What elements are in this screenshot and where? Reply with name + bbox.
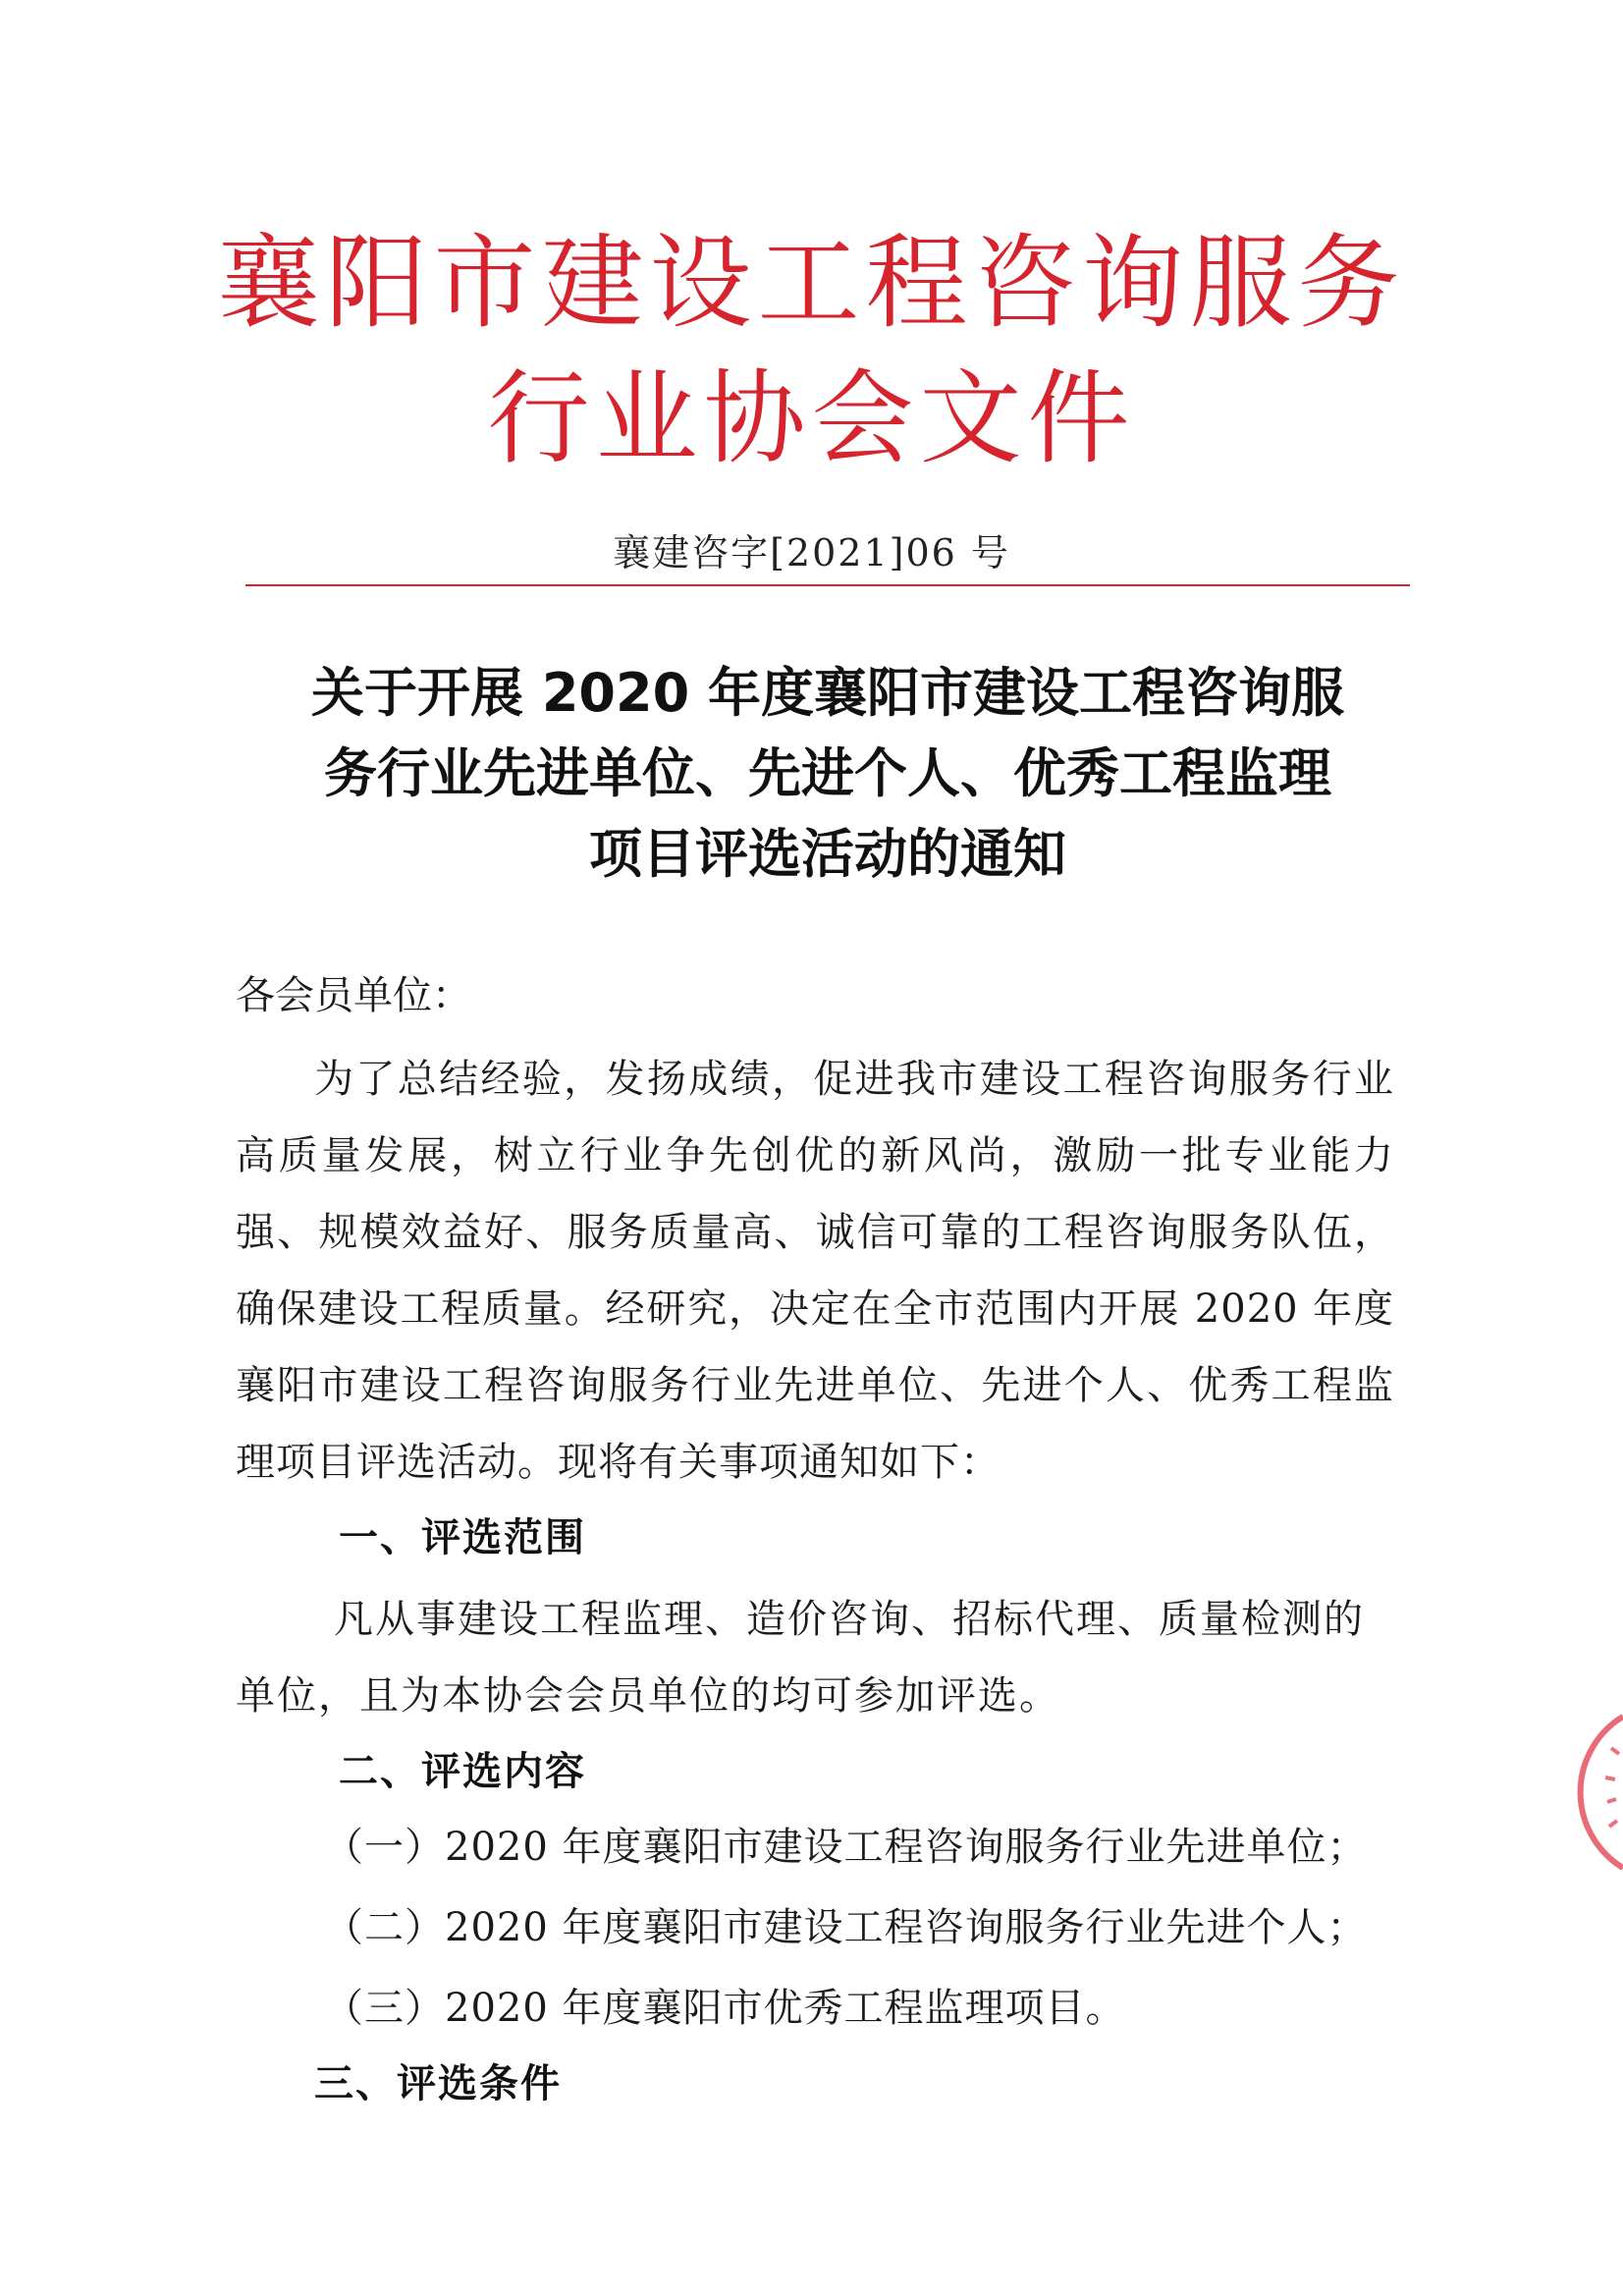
seal-stamp-edge <box>1576 1709 1623 1876</box>
intro-paragraph <box>236 1041 1394 1501</box>
section2-list <box>324 1807 1404 2049</box>
section1-text: 凡从事建设工程监理、造价咨询、招标代理、质量检测的单位，且为本协会会员单位的均可参加评选。 <box>236 1597 1365 1719</box>
salutation <box>236 957 1394 1034</box>
header-title-line2: 行业协会文件 <box>487 358 1136 478</box>
list-item: （一）2020 年度襄阳市建设工程咨询服务行业先进单位； <box>324 1825 1368 1870</box>
intro-text: 为了总结经验，发扬成绩，促进我市建设工程咨询服务行业高质量发展，树立行业争先创优的新风尚，激励一批专业能力强、规模效益好、服务质量高、诚信可靠的工程咨询服务队伍，确保建设工程质量。经研究，决定在全市范围内开展 2020 年度襄阳市建设工程咨询服务行业先进单位、先进个人、优秀工程监理项目评选活动。现将有关事项通知如下： <box>236 1057 1394 1485</box>
list-item: （三）2020 年度襄阳市优秀工程监理项目。 <box>324 1986 1126 2031</box>
section2-heading: 二、评选内容 <box>339 1749 586 1794</box>
red-divider-rule <box>245 584 1410 586</box>
notice-title-line1: 关于开展 2020 年度襄阳市建设工程咨询服 <box>311 662 1344 724</box>
section1-paragraph <box>236 1581 1394 1734</box>
header-title-line1: 襄阳市建设工程咨询服务 <box>217 223 1406 343</box>
section1-heading: 一、评选范围 <box>339 1515 586 1560</box>
list-item: （二）2020 年度襄阳市建设工程咨询服务行业先进个人； <box>324 1905 1368 1950</box>
section3-heading: 三、评选条件 <box>314 2061 562 2106</box>
document-number: 襄建咨字[2021]06 号 <box>613 531 1010 574</box>
notice-title-line2: 务行业先进单位、先进个人、优秀工程监理 <box>324 742 1331 804</box>
notice-title-line3: 项目评选活动的通知 <box>589 823 1066 885</box>
salutation-text: 各会员单位： <box>236 973 471 1018</box>
